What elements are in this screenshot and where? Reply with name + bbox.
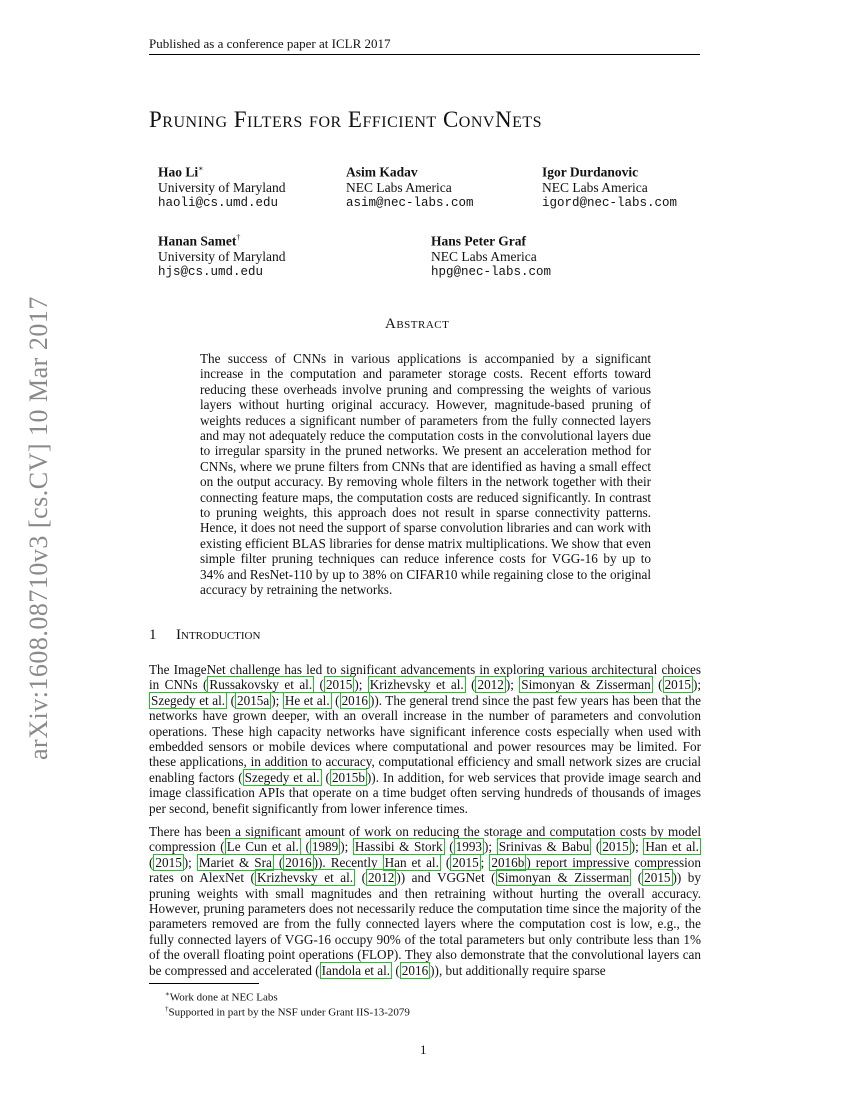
- footnote: [165, 1003, 410, 1020]
- section-heading: [149, 627, 260, 644]
- intro-paragraph-1: The ImageNet challenge has led to significant advancements in exploring various architectural choices in CNNs ( Russakovsky et al. ( 2015 ); Krizhevsky et al. ( 2012 ); Simonyan & Zisserman ( 2015 ); Szegedy et al. ( 2015a ); He et al. ( 2016 )). The general trend since the past few years has been that the networks have grown deeper, with an overall increase in the number of parameters and convolution operations. These high capacity networks have significant inference costs especially when used with embedded sensors or mobile devices where computational and power resources may be limited. For these applications, in addition to accuracy, computational efficiency and small network sizes are crucial enabling factors ( Szegedy et al. ( 2015b )). In addition, for web services that provide image search and image classification APIs that operate on a time budget often serving hundreds of thousands of images per second, benefit significantly from lower inference times.: [149, 662, 701, 816]
- paper-title: Pruning Filters for Efficient ConvNets: [149, 107, 543, 132]
- author-block: [158, 161, 285, 211]
- author-block: [158, 230, 285, 280]
- author-block: [542, 161, 677, 211]
- section-title: Introduction: [176, 627, 261, 643]
- footnote-mark: ∗: [165, 990, 170, 998]
- author-block: [346, 161, 474, 211]
- citation-link[interactable]: Iandola et al.: [321, 962, 391, 978]
- author-email[interactable]: hpg@nec-labs.com: [431, 264, 552, 279]
- citation-link[interactable]: 2015: [325, 677, 353, 693]
- footnote-text: Supported in part by the NSF under Grant IIS-13-2079: [168, 1006, 410, 1019]
- citation-link[interactable]: 2015: [602, 839, 629, 855]
- citation-link[interactable]: Hassibi & Stork: [354, 839, 443, 855]
- author-affiliation: NEC Labs America: [431, 249, 537, 264]
- author-name: Igor Durdanovic: [542, 164, 639, 180]
- citation-link[interactable]: Han et al.: [645, 839, 699, 855]
- citation-link[interactable]: 2016: [401, 962, 429, 978]
- citation-link[interactable]: 2016: [341, 692, 368, 708]
- citation-link[interactable]: Mariet & Sra: [198, 854, 272, 870]
- author-name: Asim Kadav: [346, 164, 418, 180]
- arxiv-stamp: arXiv:1608.08710v3 [cs.CV] 10 Mar 2017: [24, 296, 53, 760]
- citation-link[interactable]: Russakovsky et al.: [209, 677, 313, 693]
- author-mark: †: [236, 233, 241, 242]
- author-affiliation: NEC Labs America: [346, 180, 452, 195]
- abstract-text: The success of CNNs in various applications is accompanied by a significant increase in the computation and parameter storage costs. Recent efforts toward reducing these overheads involve pruning and compressing the weights of various layers without hurting original accuracy. However, magnitude-based pruning of weights reduces a significant number of parameters from the fully connected layers and may not adequately reduce the computation costs in the convolutional layers due to irregular sparsity in the pruned networks. We present an acceleration method for CNNs, where we prune filters from CNNs that are identified as having a small effect on the output accuracy. By removing whole filters in the network together with their connecting feature maps, the computation costs are reduced significantly. In contrast to pruning weights, this approach does not result in sparse connectivity patterns. Hence, it does not need the support of sparse convolution libraries and can work with existing efficient BLAS libraries for dense matrix multiplications. We show that even simple filter pruning techniques can reduce inference costs for VGG-16 by up to 34% and ResNet-110 by up to 38% on CIFAR10 while regaining close to the original accuracy by retraining the networks.: [200, 351, 651, 598]
- citation-link[interactable]: 2015: [664, 677, 691, 693]
- intro-paragraph-2: There has been a significant amount of work on reducing the storage and computation costs by model compression ( Le Cun et al. ( 1989 ); Hassibi & Stork ( 1993 ); Srinivas & Babu ( 2015 ); Han et al. ( 2015 ); Mariet & Sra ( 2016 )). Recently Han et al. ( 2015 ; 2016b ) report impressive compression rates on AlexNet ( Krizhevsky et al. ( 2012 )) and VGGNet ( Simonyan & Zisserman ( 2015 )) by pruning weights with small magnitudes and then retraining without hurting the overall accuracy. However, pruning parameters does not necessarily reduce the computation time since the majority of the parameters removed are from the fully connected layers where the computation cost is low, e.g., the fully connected layers of VGG-16 occupy 90% of the total parameters but only contribute less than 1% of the overall floating point operations (FLOP). They also demonstrate that the convolutional layers can be compressed and accelerated ( Iandola et al. ( 2016 )), but additionally require sparse: [149, 824, 701, 978]
- citation-link[interactable]: Szegedy et al.: [151, 692, 226, 708]
- citation-link[interactable]: 2012: [477, 677, 504, 693]
- author-affiliation: NEC Labs America: [542, 180, 648, 195]
- citation-link[interactable]: 1989: [311, 839, 339, 855]
- citation-link[interactable]: Krizhevsky et al.: [369, 677, 464, 693]
- citation-link[interactable]: 2015: [452, 854, 479, 870]
- citation-link[interactable]: 2016b: [491, 854, 525, 870]
- running-header: Published as a conference paper at ICLR 2017: [149, 36, 700, 55]
- author-email[interactable]: igord@nec-labs.com: [542, 195, 678, 210]
- abstract-heading: Abstract: [385, 316, 450, 332]
- footnote-text: Work done at NEC Labs: [169, 991, 278, 1004]
- footnote-rule: [149, 983, 259, 984]
- citation-link[interactable]: 2015a: [237, 692, 270, 708]
- citation-link[interactable]: 2012: [368, 870, 395, 886]
- citation-link[interactable]: Han et al.: [384, 854, 439, 870]
- author-email[interactable]: asim@nec-labs.com: [346, 195, 474, 210]
- citation-link[interactable]: Srinivas & Babu: [498, 839, 590, 855]
- citation-link[interactable]: Simonyan & Zisserman: [497, 870, 630, 886]
- author-affiliation: University of Maryland: [158, 180, 286, 195]
- author-mark: ∗: [198, 164, 204, 173]
- author-email[interactable]: hjs@cs.umd.edu: [158, 264, 264, 279]
- citation-link[interactable]: 2016: [285, 854, 312, 870]
- citation-link[interactable]: Le Cun et al.: [226, 839, 299, 855]
- citation-link[interactable]: Simonyan & Zisserman: [521, 677, 651, 693]
- citation-link[interactable]: Krizhevsky et al.: [256, 870, 354, 886]
- author-name: Hao Li: [158, 164, 199, 180]
- author-name: Hans Peter Graf: [431, 233, 526, 249]
- citation-link[interactable]: 1993: [455, 839, 482, 855]
- author-block: [431, 230, 551, 280]
- page-number: 1: [420, 1042, 427, 1057]
- citation-link[interactable]: 2015: [155, 854, 182, 870]
- footnote-mark: †: [165, 1005, 169, 1013]
- author-name: Hanan Samet: [158, 233, 237, 249]
- author-email[interactable]: haoli@cs.umd.edu: [158, 195, 279, 210]
- citation-link[interactable]: Szegedy et al.: [244, 769, 320, 785]
- author-affiliation: University of Maryland: [158, 249, 286, 264]
- citation-link[interactable]: 2015: [644, 870, 671, 886]
- citation-link[interactable]: He et al.: [284, 692, 330, 708]
- citation-link[interactable]: 2015b: [331, 769, 365, 785]
- section-number: 1: [149, 627, 157, 643]
